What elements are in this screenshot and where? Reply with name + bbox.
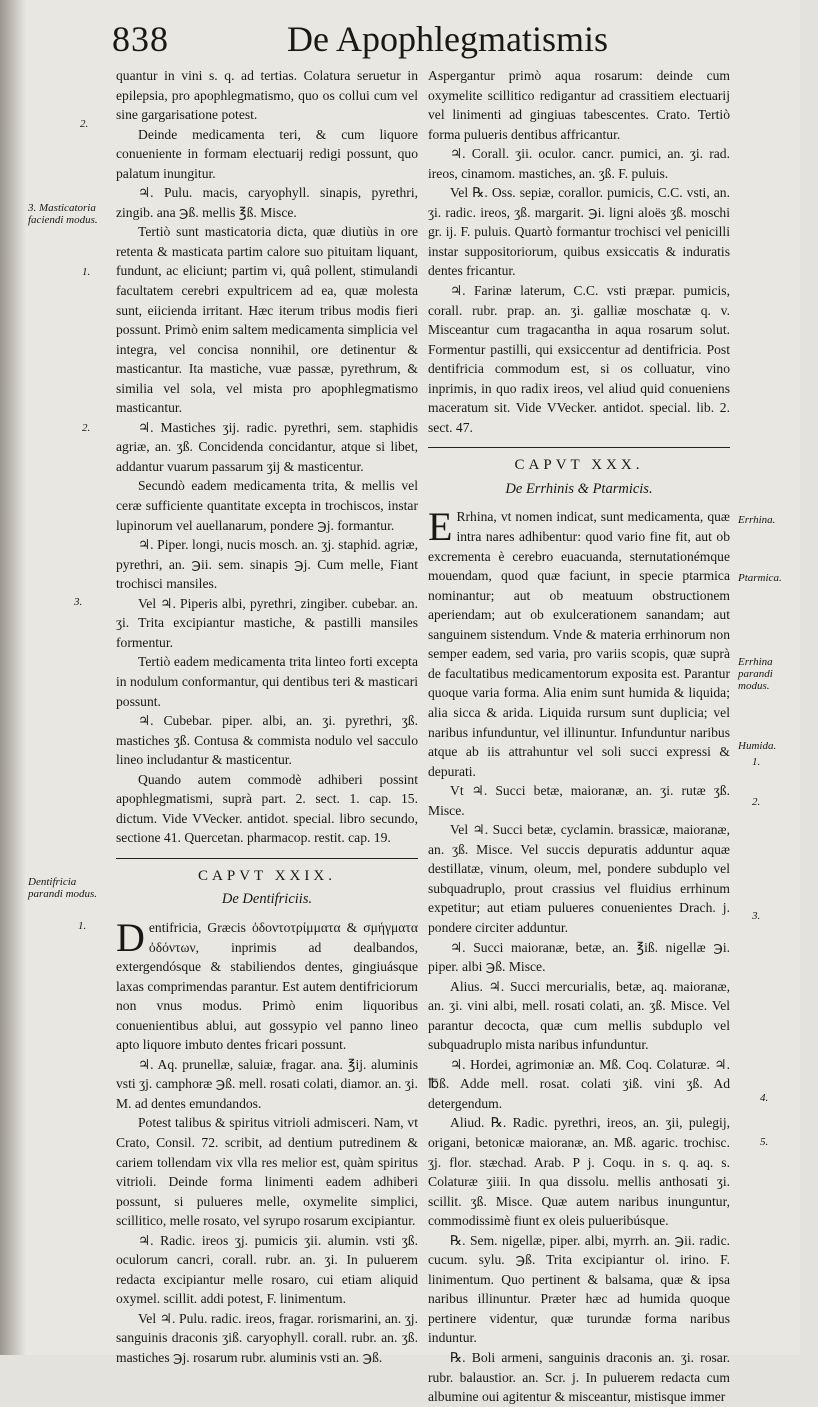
drop-cap: D (116, 914, 145, 960)
recipe: ♃. Farinæ laterum, C.C. vsti præpar. pumicis, corall. rubr. prap. an. ʒi. galliæ moschatæ q. v. Misceantur cum tragacantha in aqua rosarum solut. Formentur pastilli, qui exsiccentur ad dentifricia. Post dentifricia commodum est, si os colluatur, vino inprimis, in quo radix ireos, vel aliud quid conueniens maceratum sit. Vide VVecker. antidot. special. lib. 2. sect. 47. (428, 283, 730, 435)
paragraph: Tertiò eadem medicamenta trita linteo forti excepta in nodulum conformantur, qui dentibus teri & masticari possunt. (116, 654, 418, 709)
page-number: 838 (112, 19, 169, 59)
chapter-opening (116, 914, 418, 1055)
left-column (116, 66, 418, 1368)
paragraph: Aspergantur primò aqua rosarum: deinde cum oxymelite scillitico redigantur ad crassitiem electuarij vel linimenti ad gingiuas tabescentes. Crato. Tertiò forma pulueris dentibus affricantur. (428, 68, 730, 142)
margin-note: 1. (752, 756, 761, 768)
paragraph-text: entifricia, Græcis ὀδοντοτρίμματα & σμήγματα ὀδόντων, inprimis ad dealbandos, extergendósque & stabiliendos dentes, gingiuásque laxas comprimendas parantur. Est autem dentifriciorum non vnus modus. Primò enim liquoribus conuenientibus ablui, aut gossypio vel panno lineo apto liquore imbuto dentes fricari possunt. (116, 919, 418, 1053)
recipe: ♃. Piper. longi, nucis mosch. an. ʒj. staphid. agriæ, pyrethri, an. ℈ii. sem. sinapis ℈j. Cum melle, Fiant trochisci mansiles. (116, 537, 418, 592)
margin-note: 5. (760, 1136, 769, 1148)
chapter-title: CAPVT XXIX. (198, 867, 336, 884)
recipe: Vel ℞. Oss. sepiæ, corallor. pumicis, C.C. vsti, an. ʒi. radic. ireos, ʒß. margarit. ℈i. ligni aloës ʒß. moschi gr. ij. F. puluis. Quartò formantur trochisci vel penicilli instar suppositoriorum, quibus exsiccatis & induratis dentes fricantur. (428, 185, 730, 279)
recipe: ♃. Pulu. macis, caryophyll. sinapis, pyrethri, zingib. ana ℈ß. mellis ℥ß. Misce. (116, 185, 418, 220)
paragraph: Potest talibus & spiritus vitrioli admisceri. Nam, vt Crato, Consil. 72. scribit, ad dentium putredinem & cariem tollendam vix vlla res melior est, quàm spiritus vitrioli. Deinde forma linimenti eadem adhiberi possunt, si pulueres melle, oxymelite simplici, scillitico, melle rosato, vel syrupo rosarum excipiantur. (116, 1115, 418, 1229)
drop-cap: E (428, 504, 453, 550)
margin-note: Dentifricia parandi modus. (28, 876, 98, 900)
margin-note: 2. (752, 796, 761, 808)
paragraph-text: Rrhina, vt nomen indicat, sunt medicamenta, quæ intra nares adhibentur: quod vario fine fit, aut ob excrementa è cerebro euacuanda, sternutationémque mouendam, quod quæ faciunt, in specie ptarmica nominantur; aut ob meatuum obstructionem aperiendam; aut ob exulcerationem sanandam; aut sanguinem sistendum. Vnde & materia errhinorum non semper eadem, sed varia, pro variis scopis, quæ suprà de facultatibus medicamentorum exposita est. Parantur quoque varia forma. Alia enim sunt humida & liquida; alia sicca & arida. Liquida rursum sunt duplicia; vel naribus infunduntur, vel illinuntur. Infunduntur naribus atque ab iis attrahuntur vel soli succi expressi & depurati. (428, 509, 730, 779)
chapter-subtitle: De Errhinis & Ptarmicis. (505, 480, 653, 497)
margin-note: 2. (82, 422, 91, 434)
recipe: ℞. Boli armeni, sanguinis draconis an. ʒi. rosar. rubr. balaustior. an. Scr. j. In puluerem redacta cum albumine oui agitentur & misceantur, mistisque immer (428, 1350, 730, 1405)
margin-note: 1. (78, 920, 87, 932)
paragraph: quantur in vini s. q. ad tertias. Colatura seruetur in epilepsia, pro apophlegmatismo, quo os collui cum vel sine gargarisatione potest. (116, 68, 418, 123)
page-header (112, 14, 632, 62)
margin-note: 3. (74, 596, 83, 608)
recipe: ♃. Succi maioranæ, betæ, an. ℥iß. nigellæ ℈i. piper. albi ℈ß. Misce. (428, 939, 730, 975)
gutter-shadow (0, 0, 26, 1355)
section-rule (428, 447, 730, 448)
margin-note: 1. (82, 266, 91, 278)
recipe: ♃. Mastiches ʒij. radic. pyrethri, sem. staphidis agriæ, an. ʒß. Concidenda concidantur, atque si libet, addantur vuarum passarum ʒij & masticentur. (116, 419, 418, 474)
paragraph: Deinde medicamenta teri, & cum liquore conueniente in formam electuarij redigi possunt, quo palatum inungitur. (116, 126, 418, 181)
recipe: Vel ♃. Piperis albi, pyrethri, zingiber. cubebar. an. ʒi. Trita excipiantur mastiche, & pastilli mansiles formentur. (116, 595, 418, 650)
margin-note: Errhina parandi modus. (738, 656, 773, 692)
right-column (428, 66, 730, 1407)
margin-note: 2. (80, 118, 89, 130)
chapter-title: CAPVT XXX. (514, 457, 644, 474)
recipe: ♃. Radic. ireos ʒj. pumicis ʒii. alumin. vsti ʒß. oculorum cancri, corall. rubr. an. ʒi. In puluerem redacta excipiantur melle rosaro, cui etiam aliquid oxymel. scillit. addi potest, F. linimentum. (116, 1232, 418, 1307)
margin-note: Ptarmica. (738, 572, 782, 584)
margin-note: Errhina. (738, 514, 776, 526)
margin-note: 3. Masticatoria faciendi modus. (28, 202, 98, 226)
recipe: Aliud. ℞. Radic. pyrethri, ireos, an. ʒii, pulegij, origani, betonicæ maioranæ, an. Mß. agaric. trochisc. ʒj. flor. stæchad. Arab. P j. Coqu. in s. q. aq. s. Colaturæ ʒiiii. In qua dissolu. mellis anthosati ʒi. scillit. ʒß. Misce. Quæ autem naribus inunguntur, commodissimè fiunt ex oleis pulueribúsque. (428, 1115, 730, 1229)
paragraph: Secundò eadem medicamenta trita, & mellis vel ceræ sufficiente quantitate excepta in trochiscos, instar lupinorum vel auellanarum, pondere ℈j. formantur. (116, 478, 418, 533)
recipe: Alius. ♃. Succi mercurialis, betæ, aq. maioranæ, an. ʒi. vini albi, mell. rosati colati, an. ʒß. Misce. Vel parantur decocta, quæ cum mellis subduplo vel subquadruplo mista naribus infunduntur. (428, 978, 730, 1053)
margin-note: Humida. (738, 740, 777, 752)
recipe: ℞. Sem. nigellæ, piper. albi, myrrh. an. ℈ii. radic. cucum. sylu. ℈ß. Trita excipiantur ol. irino. F. linimentum. Quo pertinent & balsama, quæ & ipsa naribus illinuntur. Præter hæc ad humida quoque pertinere videntur, quæ turundæ forma naribus induntur. (428, 1232, 730, 1346)
margin-note: 3. (752, 910, 761, 922)
recipe: Vel ♃. Succi betæ, cyclamin. brassicæ, maioranæ, an. ʒß. Misce. Vel succis depuratis adduntur aquæ destillatæ, vinum, oleum, mel, pondere subduplo vel subquadruplo, prout crassius vel fluidius errhinum expetitur; aut etiam pulueres conuenientes Drach. j. pondere circiter adduntur. (428, 822, 730, 935)
recipe: ♃. Cubebar. piper. albi, an. ʒi. pyrethri, ʒß. mastiches ʒß. Contusa & commista nodulo vel sacculo lineo includantur & masticentur. (116, 713, 418, 768)
recipe: ♃. Corall. ʒii. oculor. cancr. pumici, an. ʒi. rad. ireos, cinamom. mastiches, an. ʒß. F. puluis. (428, 146, 730, 181)
recipe: ♃. Aq. prunellæ, saluiæ, fragar. ana. ℥ij. aluminis vsti ʒj. camphoræ ℈ß. mell. rosati colati, diamor. an. ʒi. M. ad dentes emundandos. (116, 1056, 418, 1111)
recipe: Vt ♃. Succi betæ, maioranæ, an. ʒi. rutæ ʒß. Misce. (428, 783, 730, 818)
section-rule (116, 858, 418, 859)
chapter-opening (428, 504, 730, 781)
recipe: ♃. Hordei, agrimoniæ an. Mß. Coq. Colaturæ. ♃. ℔ß. Adde mell. rosat. colati ʒiß. vini ʒß. Ad detergendum. (428, 1056, 730, 1111)
running-title: De Apophlegmatismis (287, 19, 608, 59)
paragraph: Quando autem commodè adhiberi possint apophlegmatismi, suprà part. 2. sect. 1. cap. 15. dictum. Vide VVecker. antidot. special. libro secundo, sectione 41. Quercetan. pharmacop. restit. cap. 19. (116, 771, 418, 846)
margin-note: 4. (760, 1092, 769, 1104)
paragraph: Tertiò sunt masticatoria dicta, quæ diutiùs in ore retenta & masticata partim calore suo pituitam liquant, fundunt, ac eliciunt; partim vi, quâ pollent, stimulandi facultatem cerebri expultricem ad ea, quæ molesta sunt, eiiciendа irritant. Hæc iterum tribus modis fieri possunt. Primò enim saltem medicamenta simplicia vel integra, vel concisa nonnihil, ore detinentur & masticantur. Ita mastiche, vuæ passæ, pyrethrum, & similia vel sola, vel mista pro apophlegmatismo masticantur. (116, 224, 418, 416)
recipe: Vel ♃. Pulu. radic. ireos, fragar. rorismarini, an. ʒj. sanguinis draconis ʒiß. caryophyll. corall. rubr. an. ʒß. mastiches ℈j. rosarum rubr. aluminis vsti an. ℈ß. (116, 1310, 418, 1365)
chapter-subtitle: De Dentifriciis. (221, 891, 313, 908)
